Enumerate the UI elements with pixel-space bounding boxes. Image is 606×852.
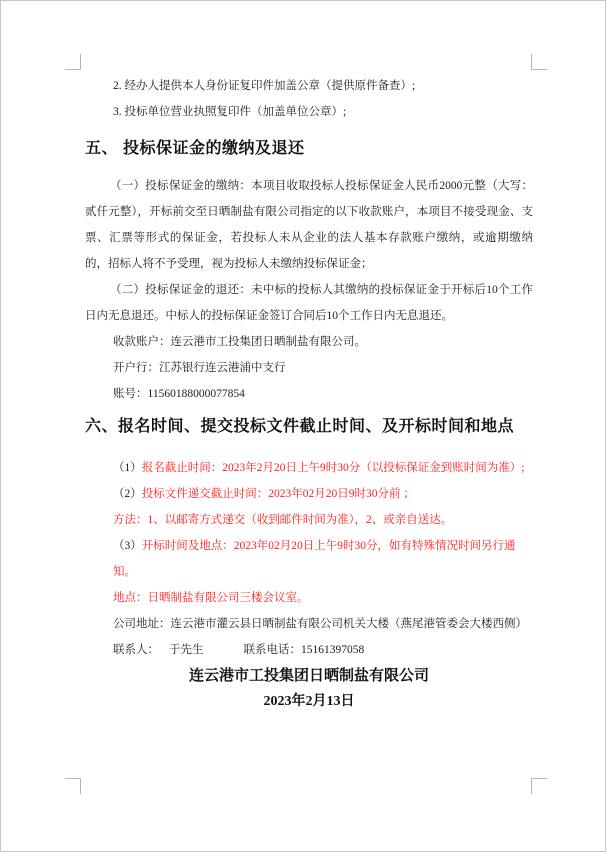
submission-method-line [85,507,533,533]
margin-crop-mark-bottom-right [531,778,547,794]
deposit-refund-paragraph: （二）投标保证金的退还：未中标的投标人其缴纳的投标保证金于开标后10个工作日内无息退还。中标人的投标保证金签订合同后10个工作日内无息退还。 [85,284,533,322]
submission-deadline-line [85,481,533,507]
deposit-payment-paragraph: （一）投标保证金的缴纳：本项目收取投标人投标保证金人民币2000元整（大写：贰仟元整），开标前交至日晒制盐有限公司指定的以下收款账户，本项目不接受现金、支票、汇票等形式的保证金，若投标人未从企业的法人基本存款账户缴纳，或逾期缴纳的，招标人将不予受理，视为投标人未缴纳投标保证金； [85,180,533,270]
bank-branch: 开户行：江苏银行连云港浦中支行 [113,362,286,374]
margin-crop-mark-bottom-left [65,778,81,794]
section-6-heading: 六、报名时间、提交投标文件截止时间、及开标时间和地点 [85,418,515,435]
registration-deadline-line [85,455,533,481]
margin-crop-mark-top-left [65,54,81,70]
contact-label: 联系人： [113,644,159,656]
list-item-2: 2. 经办人提供本人身份证复印件加盖公章（提供原件备查）; [113,80,416,92]
company-address-line: 公司地址：连云港市灌云县日晒制盐有限公司机关大楼（燕尾港管委会大楼西侧） [113,618,527,630]
registration-deadline-text: 报名截止时间：2023年2月20日上午9时30分（以投标保证金到账时间为准）; [141,462,525,474]
margin-crop-mark-top-right [531,54,547,70]
section-5-heading: 五、 投标保证金的缴纳及退还 [85,140,305,157]
contact-name: 于先生 [169,644,204,656]
bid-opening-venue-text: 地点：日晒制盐有限公司三楼会议室。 [113,592,309,604]
item-3-number: （3） [113,540,142,552]
item-1-number: （1） [113,462,142,474]
signature-company-name: 连云港市工投集团日晒制盐有限公司 [188,667,429,684]
bid-opening-venue-line [85,585,533,611]
bid-opening-time-text: 开标时间及地点：2023年02月20日上午9时30分，如有特殊情况时间另行通知。 [113,540,516,578]
submission-method-text: 方法：1、以邮寄方式递交（收到邮件时间为准），2、或亲自送达。 [113,514,453,526]
contact-phone: 联系电话：15161397058 [243,644,365,656]
contact-line [85,637,533,663]
document-body [85,73,533,715]
submission-deadline-text: 投标文件递交截止时间：2023年02月20日9时30分前 ； [141,488,415,500]
beneficiary-account-name: 收款账户：连云港市工投集团日晒制盐有限公司。 [113,336,366,348]
item-2-number: （2） [113,488,142,500]
list-item-3: 3. 投标单位营业执照复印件（加盖单位公章）; [113,106,347,118]
bid-opening-time-line [85,533,533,585]
account-number: 账号：11560188000077854 [113,388,245,400]
signature-date: 2023年2月13日 [263,694,355,709]
